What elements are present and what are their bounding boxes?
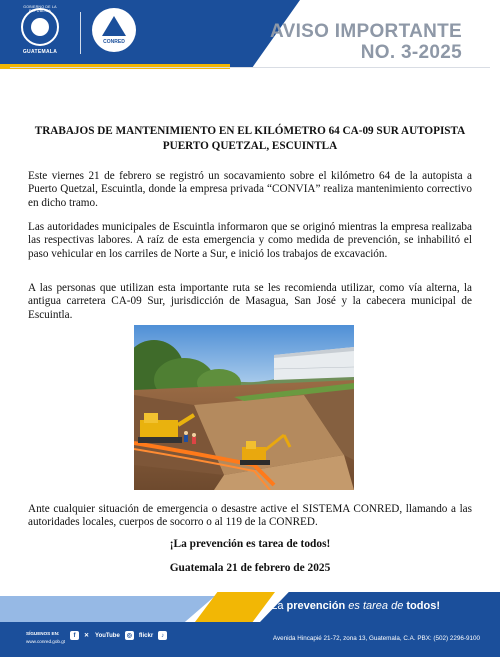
contact-address: Avenida Hincapié 21-72, zona 13, Guatemala, C.A. PBX: (502) 2296-9100 — [272, 635, 480, 642]
excavation-photo-illustration — [134, 325, 354, 490]
paragraph-emergency-contact: Ante cualquier situación de emergencia o desastre active el SISTEMA CONRED, llamando a las autoridades locales, cuerpos de socorro o al 119 de la CONRED. — [28, 503, 472, 529]
seal-emblem-icon — [31, 18, 49, 36]
conred-logo — [92, 8, 136, 52]
paragraph-incident: Este viernes 21 de febrero se registró un socavamiento sobre el kilómetro 64 de la autopista a Puerto Quetzal, Escuintla, donde la empresa privada “CONVIA” realiza mantenimiento correctivo en dicho tramo. — [28, 170, 472, 209]
follow-us-label: SÍGUENOS EN: — [26, 631, 60, 636]
excavation-photo — [134, 325, 354, 490]
conred-logo-text: CONRED — [103, 39, 125, 45]
logo-divider — [80, 12, 81, 54]
seal-bottom-text: GUATEMALA — [22, 49, 58, 55]
footer-slogan-part3: es tarea de — [345, 600, 407, 612]
prevention-slogan: ¡La prevención es tarea de todos! — [169, 538, 331, 550]
footer-slogan-part4: todos! — [406, 600, 440, 612]
footer-slogan — [268, 600, 440, 612]
notice-number: NO. 3-2025 — [360, 42, 462, 63]
footer-slogan-part2: prevención — [286, 600, 346, 612]
page-footer — [0, 592, 500, 657]
notice-title: AVISO IMPORTANTE — [270, 21, 462, 42]
header-divider-line — [10, 67, 490, 68]
footer-slogan-part1: ¡La — [267, 600, 287, 612]
document-title-line2: PUERTO QUETZAL, ESCUINTLA — [162, 140, 338, 152]
flickr-icon[interactable]: flickr — [138, 632, 154, 639]
instagram-icon[interactable]: ◎ — [126, 633, 132, 639]
x-icon[interactable]: ✕ — [84, 633, 90, 639]
paragraph-alternate-route: A las personas que utilizan esta importante ruta se les recomienda utilizar, como vía alterna, la antigua carretera CA-09 Sur, jurisdicción de Masagua, San José y la cabecera municipal de Escuintla. — [28, 282, 472, 321]
document-date: Guatemala 21 de febrero de 2025 — [169, 562, 331, 574]
facebook-icon[interactable]: f — [70, 631, 79, 640]
seal-top-text: GOBIERNO DE LA REPÚBLICA — [23, 5, 57, 13]
conred-triangle-icon — [102, 16, 126, 36]
document-title — [30, 124, 470, 154]
website-link[interactable]: www.conred.gob.gt — [26, 639, 66, 644]
youtube-icon[interactable]: YouTube — [95, 632, 120, 639]
paragraph-authorities: Las autoridades municipales de Escuintla informaron que se originó mientras la empresa realizaba las respectivas labores. A raíz de esta emergencia y como medida de prevención, se inhabilitó el paso vehicular en los carriles de Norte a Sur, e inició los trabajos de excavación. — [28, 221, 472, 260]
social-icons — [70, 631, 167, 640]
page-header — [0, 0, 500, 70]
guatemala-seal-logo — [15, 6, 65, 62]
notice-heading — [270, 21, 462, 63]
document-title-line1: TRABAJOS DE MANTENIMIENTO EN EL KILÓMETRO 64 CA-09 SUR AUTOPISTA — [34, 125, 466, 137]
footer-light-band — [0, 596, 215, 622]
tiktok-icon[interactable]: ♪ — [158, 631, 167, 640]
